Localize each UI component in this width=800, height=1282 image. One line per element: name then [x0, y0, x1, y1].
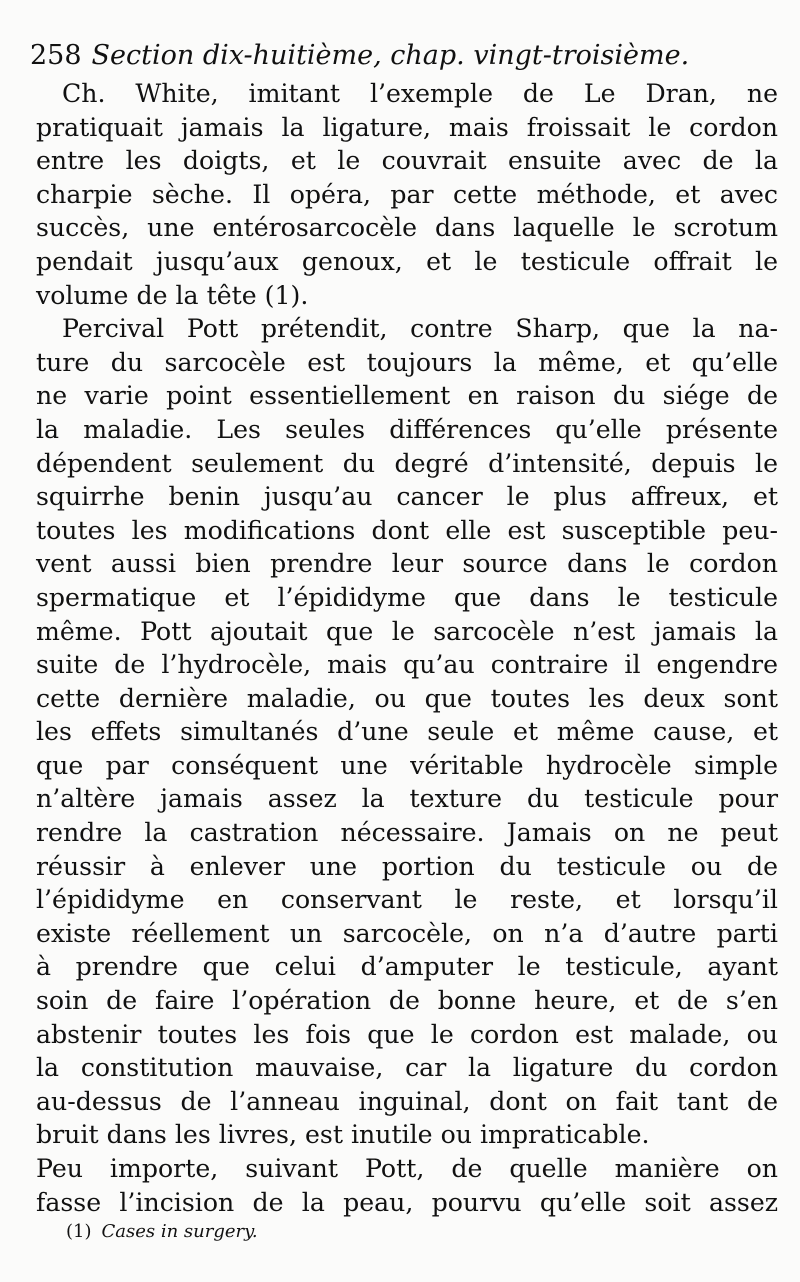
- text-line: pratiquait jamais la ligature, mais froissait le cordon: [36, 112, 778, 142]
- footnote-marker: (1): [66, 1221, 92, 1242]
- text-line: n’altère jamais assez la texture du testicule pour: [36, 784, 778, 814]
- footnote-text: Cases in surgery.: [101, 1221, 258, 1242]
- text-line: la constitution mauvaise, car la ligature du cordon: [36, 1053, 778, 1083]
- text-line: cette dernière maladie, ou que toutes les deux sont: [36, 683, 778, 713]
- text-line: rendre la castration nécessaire. Jamais on ne peut: [36, 818, 778, 848]
- text-line: Peu importe, suivant Pott, de quelle manière on: [36, 1154, 778, 1183]
- text-line: même. Pott ajoutait que le sarcocèle n’est jamais la: [36, 616, 778, 646]
- text-line: réussir à enlever une portion du testicule ou de: [36, 851, 778, 881]
- text-line: suite de l’hydrocèle, mais qu’au contraire il engendre: [36, 650, 778, 680]
- text-line: au-dessus de l’anneau inguinal, dont on fait tant de: [36, 1086, 778, 1116]
- text-line: les effets simultanés d’une seule et même cause, et: [36, 717, 778, 747]
- text-line: à prendre que celui d’amputer le testicule, ayant: [36, 952, 778, 982]
- text-line: pendait jusqu’aux genoux, et le testicule offrait le: [36, 246, 778, 276]
- text-line: ture du sarcocèle est toujours la même, et qu’elle: [36, 347, 778, 377]
- text-line: fasse l’incision de la peau, pourvu qu’elle soit assez: [36, 1187, 778, 1217]
- text-line: spermatique et l’épididyme que dans le testicule: [36, 582, 778, 612]
- footnote: [66, 1220, 258, 1244]
- text-line: ne varie point essentiellement en raison du siége de: [36, 381, 778, 411]
- text-line: soin de faire l’opération de bonne heure, et de s’en: [36, 986, 778, 1016]
- text-line: toutes les modifications dont elle est susceptible peu-: [36, 515, 778, 545]
- running-head: [30, 38, 770, 74]
- text-line: squirrhe benin jusqu’au cancer le plus affreux, et: [36, 482, 778, 512]
- text-line: charpie sèche. Il opéra, par cette méthode, et avec: [36, 179, 778, 209]
- text-line: succès, une entérosarcocèle dans laquelle le scrotum: [36, 213, 778, 243]
- text-line: existe réellement un sarcocèle, on n’a d’autre parti: [36, 918, 778, 948]
- text-line: abstenir toutes les fois que le cordon est malade, ou: [36, 1019, 778, 1049]
- text-line: l’épididyme en conservant le reste, et lorsqu’il: [36, 885, 778, 915]
- text-line: dépendent seulement du degré d’intensité, depuis le: [36, 448, 778, 478]
- text-line: Ch. White, imitant l’exemple de Le Dran, ne: [62, 79, 778, 108]
- text-line: vent aussi bien prendre leur source dans le cordon: [36, 549, 778, 579]
- chapter-heading: Section dix-huitième, chap. vingt-troisième.: [91, 40, 690, 71]
- text-line: Percival Pott prétendit, contre Sharp, que la na-: [62, 314, 778, 344]
- text-line: la maladie. Les seules différences qu’elle présente: [36, 414, 778, 444]
- text-line: volume de la tête (1).: [36, 280, 309, 310]
- text-line: entre les doigts, et le couvrait ensuite avec de la: [36, 146, 778, 176]
- text-line: que par conséquent une véritable hydrocèle simple: [36, 750, 778, 780]
- page-number: 258: [30, 40, 82, 71]
- body-text: [36, 77, 778, 1219]
- text-line: bruit dans les livres, est inutile ou impraticable.: [36, 1120, 650, 1150]
